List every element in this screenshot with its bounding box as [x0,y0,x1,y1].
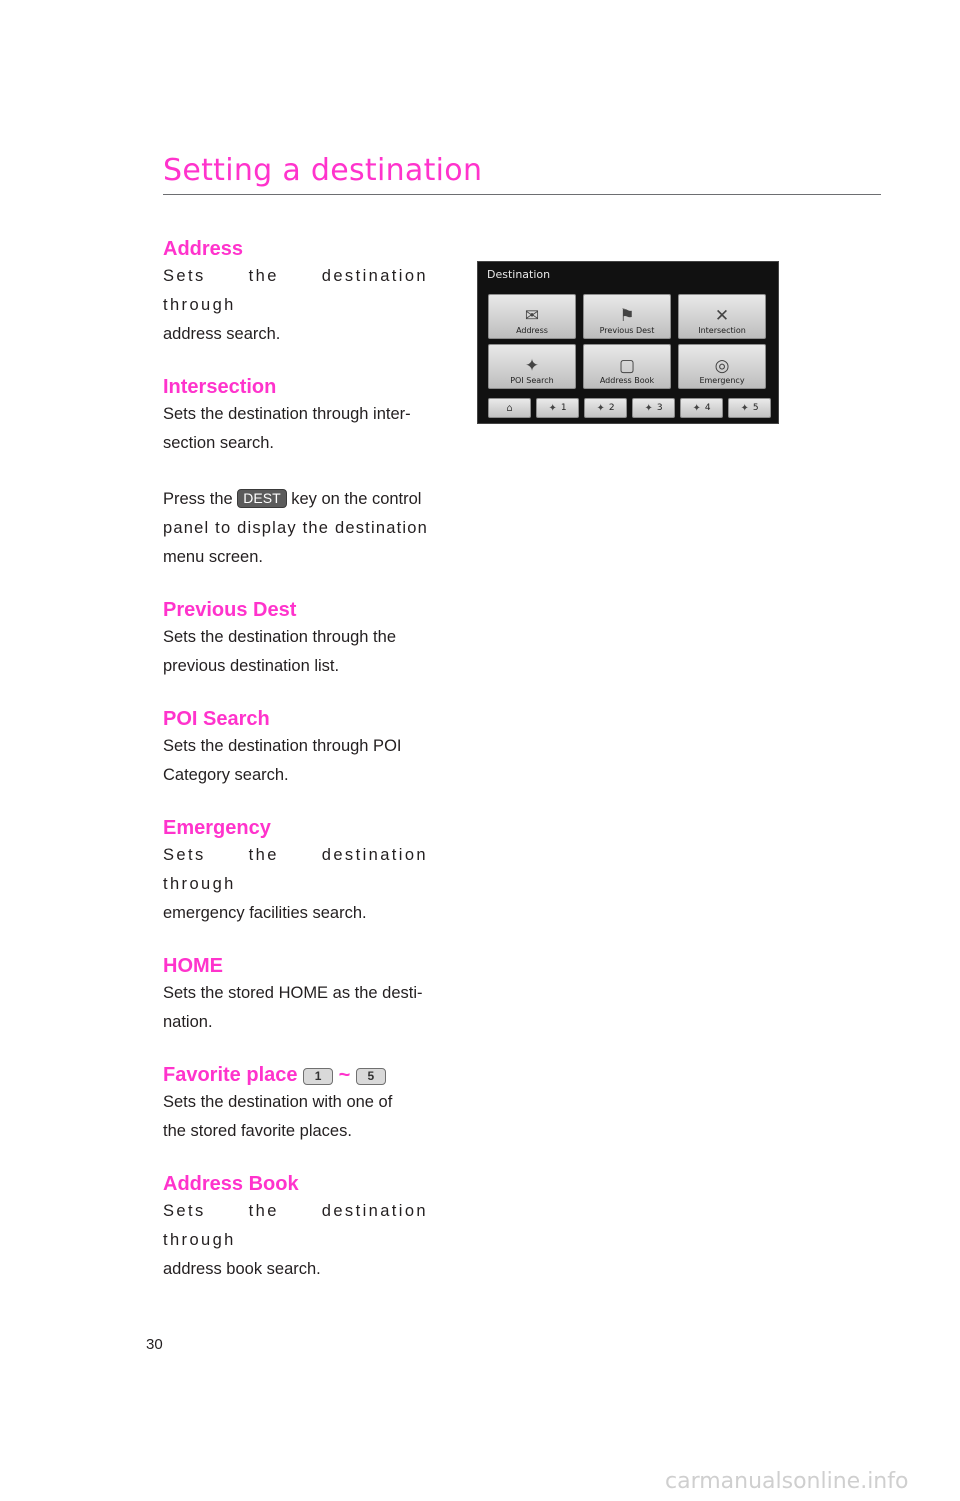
favorite-2-button[interactable] [584,398,627,418]
section-address [163,236,428,349]
watermark: carmanualsonline.info [665,1469,909,1494]
favorite-number: 3 [656,403,663,413]
crossroads-icon: ✕ [714,306,730,325]
section-text: nation. [163,1013,213,1031]
section-emergency [163,815,428,928]
button-label: Address [516,326,548,335]
section-text: Sets the destination through [163,1202,428,1249]
button-label: Intersection [698,326,746,335]
pushpin-icon: ✦ [548,402,557,414]
section-text: Sets the destination through inter- [163,405,411,423]
siren-icon: ◎ [714,356,730,375]
favorite-5-button[interactable] [728,398,771,418]
section-home [163,953,428,1037]
address-book-button[interactable] [583,344,671,389]
section-favorite-place [163,1062,428,1146]
section-heading: Address Book [163,1173,299,1195]
address-button[interactable] [488,294,576,339]
poi-search-button[interactable] [488,344,576,389]
emergency-button[interactable] [678,344,766,389]
section-text: address book search. [163,1260,321,1278]
section-text [163,485,428,514]
previous-dest-button[interactable] [583,294,671,339]
page-number: 30 [146,1336,163,1353]
home-icon: ⌂ [506,402,513,414]
pushpin-icon: ✦ [692,402,701,414]
section-heading: Previous Dest [163,599,297,621]
text-after-key: key on the control [291,490,422,508]
section-heading: HOME [163,955,223,977]
intersection-button[interactable] [678,294,766,339]
section-text: the stored favorite places. [163,1122,352,1140]
favorite-number: 2 [608,403,615,413]
text-column [163,236,428,1284]
favorite-1-button[interactable] [536,398,579,418]
section-press-dest [163,485,428,572]
button-label: POI Search [510,376,554,385]
tilde: ~ [338,1064,351,1086]
favorite-3-button[interactable] [632,398,675,418]
book-icon: ▢ [618,356,636,375]
mailbox-icon: ✉ [524,306,540,325]
section-text: Sets the destination through [163,267,428,314]
section-text: address search. [163,325,281,343]
section-text: panel to display the destination [163,519,428,537]
section-heading: Address [163,238,244,260]
title-divider [163,194,881,195]
section-heading: Intersection [163,376,277,398]
favorites-bar [488,398,770,418]
section-text: Sets the destination through the [163,628,396,646]
favorite-4-button[interactable] [680,398,723,418]
pushpin-icon: ✦ [596,402,605,414]
section-previous-dest [163,597,428,681]
section-text: section search. [163,434,274,452]
favorite-key-first: 1 [303,1068,333,1085]
checkered-flag-icon: ⚑ [619,306,635,325]
dest-key-badge: DEST [237,489,286,508]
text-before-key: Press the [163,490,233,508]
destination-menu-screenshot [477,261,779,424]
section-text: menu screen. [163,548,263,566]
section-text: Sets the destination with one of [163,1093,393,1111]
section-heading: POI Search [163,708,270,730]
section-text: Sets the destination through [163,846,428,893]
pushpin-icon: ✦ [644,402,653,414]
section-text: Category search. [163,766,289,784]
favorite-number: 4 [704,403,711,413]
home-button[interactable] [488,398,531,418]
section-text: emergency facilities search. [163,904,367,922]
button-label: Emergency [699,376,745,385]
section-intersection [163,374,428,458]
section-address-book [163,1171,428,1284]
section-text: previous destination list. [163,657,340,675]
pushpin-icon: ✦ [524,356,540,375]
section-heading [163,1062,428,1088]
button-label: Address Book [599,376,655,385]
section-text: Sets the stored HOME as the desti- [163,984,423,1002]
section-poi-search [163,706,428,790]
screen-title: Destination [487,268,551,281]
section-heading: Emergency [163,817,271,839]
favorite-number: 5 [752,403,759,413]
section-text: Sets the destination through POI [163,737,402,755]
favorite-key-last: 5 [356,1068,386,1085]
favorite-number: 1 [560,403,567,413]
page-title: Setting a destination [163,153,483,188]
pushpin-icon: ✦ [740,402,749,414]
button-label: Previous Dest [599,326,655,335]
favorite-heading-text: Favorite place [163,1064,298,1086]
